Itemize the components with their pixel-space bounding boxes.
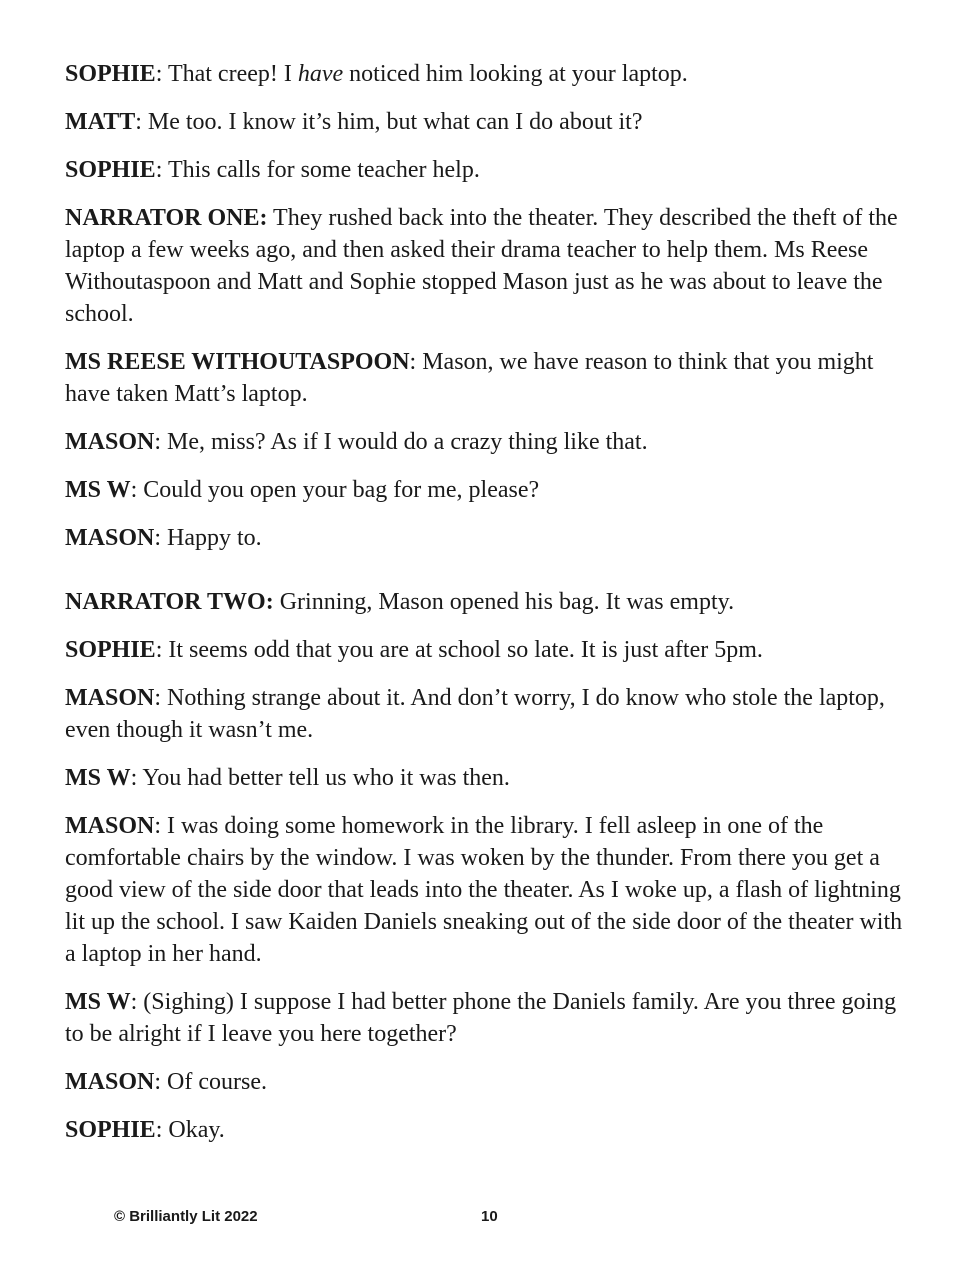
speaker-name: MS W	[65, 765, 131, 791]
speaker-name: SOPHIE	[65, 61, 156, 87]
dialogue-line: SOPHIE: This calls for some teacher help.	[65, 157, 480, 183]
dialogue-line: MASON: Nothing strange about it. And don’t worry, I do know who stole the laptop, even though it wasn’t me.	[65, 685, 885, 743]
speaker-name: NARRATOR TWO:	[65, 589, 274, 615]
dialogue-line: MASON: Me, miss? As if I would do a crazy thing like that.	[65, 429, 648, 455]
speaker-name: NARRATOR ONE:	[65, 205, 268, 231]
page-number: 10	[481, 1208, 498, 1225]
dialogue-line: SOPHIE: That creep! I have noticed him looking at your laptop.	[65, 61, 688, 87]
speaker-name: MASON	[65, 429, 155, 455]
dialogue-line: MS W: You had better tell us who it was then.	[65, 765, 510, 791]
emphasis: have	[297, 61, 344, 87]
speaker-name: MASON	[65, 1069, 155, 1095]
narration-line: NARRATOR TWO: Grinning, Mason opened his bag. It was empty.	[65, 589, 735, 615]
dialogue-line: MS W: Could you open your bag for me, please?	[65, 477, 540, 503]
speaker-name: MS REESE WITHOUTASPOON	[65, 349, 410, 375]
dialogue-line: MATT: Me too. I know it’s him, but what can I do about it?	[65, 109, 643, 135]
speaker-name: MS W	[65, 477, 131, 503]
copyright-notice: © Brilliantly Lit 2022	[114, 1208, 258, 1225]
speaker-name: MASON	[65, 525, 155, 551]
speaker-name: MATT	[65, 109, 136, 135]
speaker-name: MS W	[65, 989, 131, 1015]
dialogue-line: MS REESE WITHOUTASPOON: Mason, we have reason to think that you might have taken Matt’s laptop.	[65, 349, 874, 407]
speaker-name: MASON	[65, 685, 155, 711]
dialogue-line: MS W: (Sighing) I suppose I had better phone the Daniels family. Are you three going to be alright if I leave you here together?	[65, 989, 897, 1047]
dialogue-line: SOPHIE: It seems odd that you are at school so late. It is just after 5pm.	[65, 637, 763, 663]
speaker-name: SOPHIE	[65, 637, 156, 663]
narration-line: NARRATOR ONE: They rushed back into the theater. They described the theft of the laptop a few weeks ago, and then asked their drama teacher to help them. Ms Reese Withoutaspoon and Matt and Sophie stopped Mason just as he was about to leave the school.	[65, 205, 898, 327]
dialogue-line: MASON: I was doing some homework in the library. I fell asleep in one of the comfortable chairs by the window. I was woken by the thunder. From there you get a good view of the side door that leads into the theater. As I woke up, a flash of lightning lit up the school. I saw Kaiden Daniels sneaking out of the side door of the theater with a laptop in her hand.	[65, 813, 903, 967]
speaker-name: SOPHIE	[65, 1117, 156, 1143]
dialogue-line: SOPHIE: Okay.	[65, 1117, 225, 1143]
dialogue-line: MASON: Happy to.	[65, 525, 262, 551]
dialogue-line: MASON: Of course.	[65, 1069, 267, 1095]
script-page	[65, 58, 915, 1162]
speaker-name: MASON	[65, 813, 155, 839]
speaker-name: SOPHIE	[65, 157, 156, 183]
